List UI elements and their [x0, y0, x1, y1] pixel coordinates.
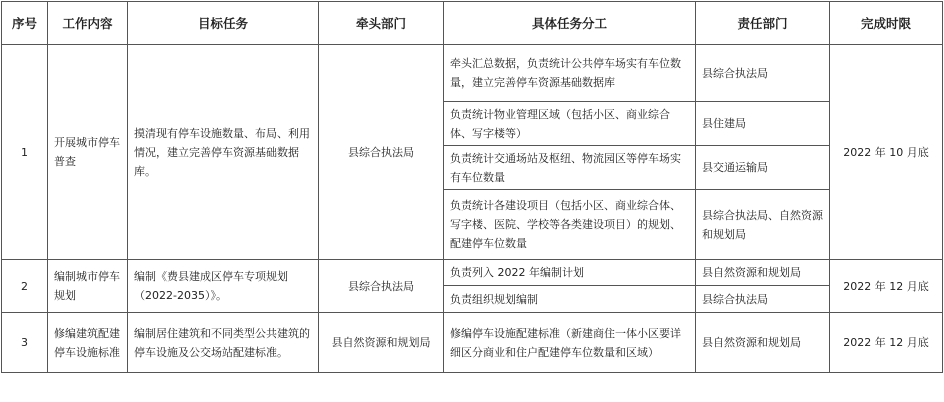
subtask-dept: 县综合执法局 — [696, 45, 830, 102]
subtask-dept: 县自然资源和规划局 — [696, 313, 830, 373]
table-row — [2, 260, 943, 286]
subtask-dept: 县综合执法局 — [696, 286, 830, 313]
header-lead: 牵头部门 — [319, 2, 444, 45]
header-dept: 责任部门 — [696, 2, 830, 45]
table-row — [2, 45, 943, 102]
subtask-text: 负责列入 2022 年编制计划 — [444, 260, 696, 286]
row-target: 编制居住建筑和不同类型公共建筑的停车设施及公交场站配建标准。 — [128, 313, 319, 373]
subtask-text: 修编停车设施配建标准（新建商住一体小区要详细区分商业和住户配建停车位数量和区域） — [444, 313, 696, 373]
row-no: 2 — [2, 260, 48, 313]
subtask-text: 负责统计交通场站及枢纽、物流园区等停车场实有车位数量 — [444, 146, 696, 190]
header-target: 目标任务 — [128, 2, 319, 45]
header-row — [2, 2, 943, 45]
subtask-text: 负责统计各建设项目（包括小区、商业综合体、写字楼、医院、学校等各类建设项目）的规划、配建停车位数量 — [444, 190, 696, 260]
row-lead: 县综合执法局 — [319, 260, 444, 313]
table-row — [2, 313, 943, 373]
subtask-text: 负责组织规划编制 — [444, 286, 696, 313]
row-deadline: 2022 年 10 月底 — [830, 45, 943, 260]
header-content: 工作内容 — [48, 2, 128, 45]
task-table — [1, 1, 943, 373]
row-deadline: 2022 年 12 月底 — [830, 260, 943, 313]
row-target: 编制《费县建成区停车专项规划（2022-2035）》。 — [128, 260, 319, 313]
subtask-dept: 县交通运输局 — [696, 146, 830, 190]
header-subtask: 具体任务分工 — [444, 2, 696, 45]
row-deadline: 2022 年 12 月底 — [830, 313, 943, 373]
header-no: 序号 — [2, 2, 48, 45]
subtask-dept: 县自然资源和规划局 — [696, 260, 830, 286]
subtask-text: 牵头汇总数据，负责统计公共停车场实有车位数量，建立完善停车资源基础数据库 — [444, 45, 696, 102]
row-no: 1 — [2, 45, 48, 260]
row-content: 开展城市停车普查 — [48, 45, 128, 260]
row-lead: 县综合执法局 — [319, 45, 444, 260]
subtask-dept: 县住建局 — [696, 102, 830, 146]
subtask-text: 负责统计物业管理区域（包括小区、商业综合体、写字楼等） — [444, 102, 696, 146]
row-no: 3 — [2, 313, 48, 373]
row-lead: 县自然资源和规划局 — [319, 313, 444, 373]
header-deadline: 完成时限 — [830, 2, 943, 45]
row-target: 摸清现有停车设施数量、布局、利用情况，建立完善停车资源基础数据库。 — [128, 45, 319, 260]
row-content: 编制城市停车规划 — [48, 260, 128, 313]
subtask-dept: 县综合执法局、自然资源和规划局 — [696, 190, 830, 260]
row-content: 修编建筑配建停车设施标准 — [48, 313, 128, 373]
